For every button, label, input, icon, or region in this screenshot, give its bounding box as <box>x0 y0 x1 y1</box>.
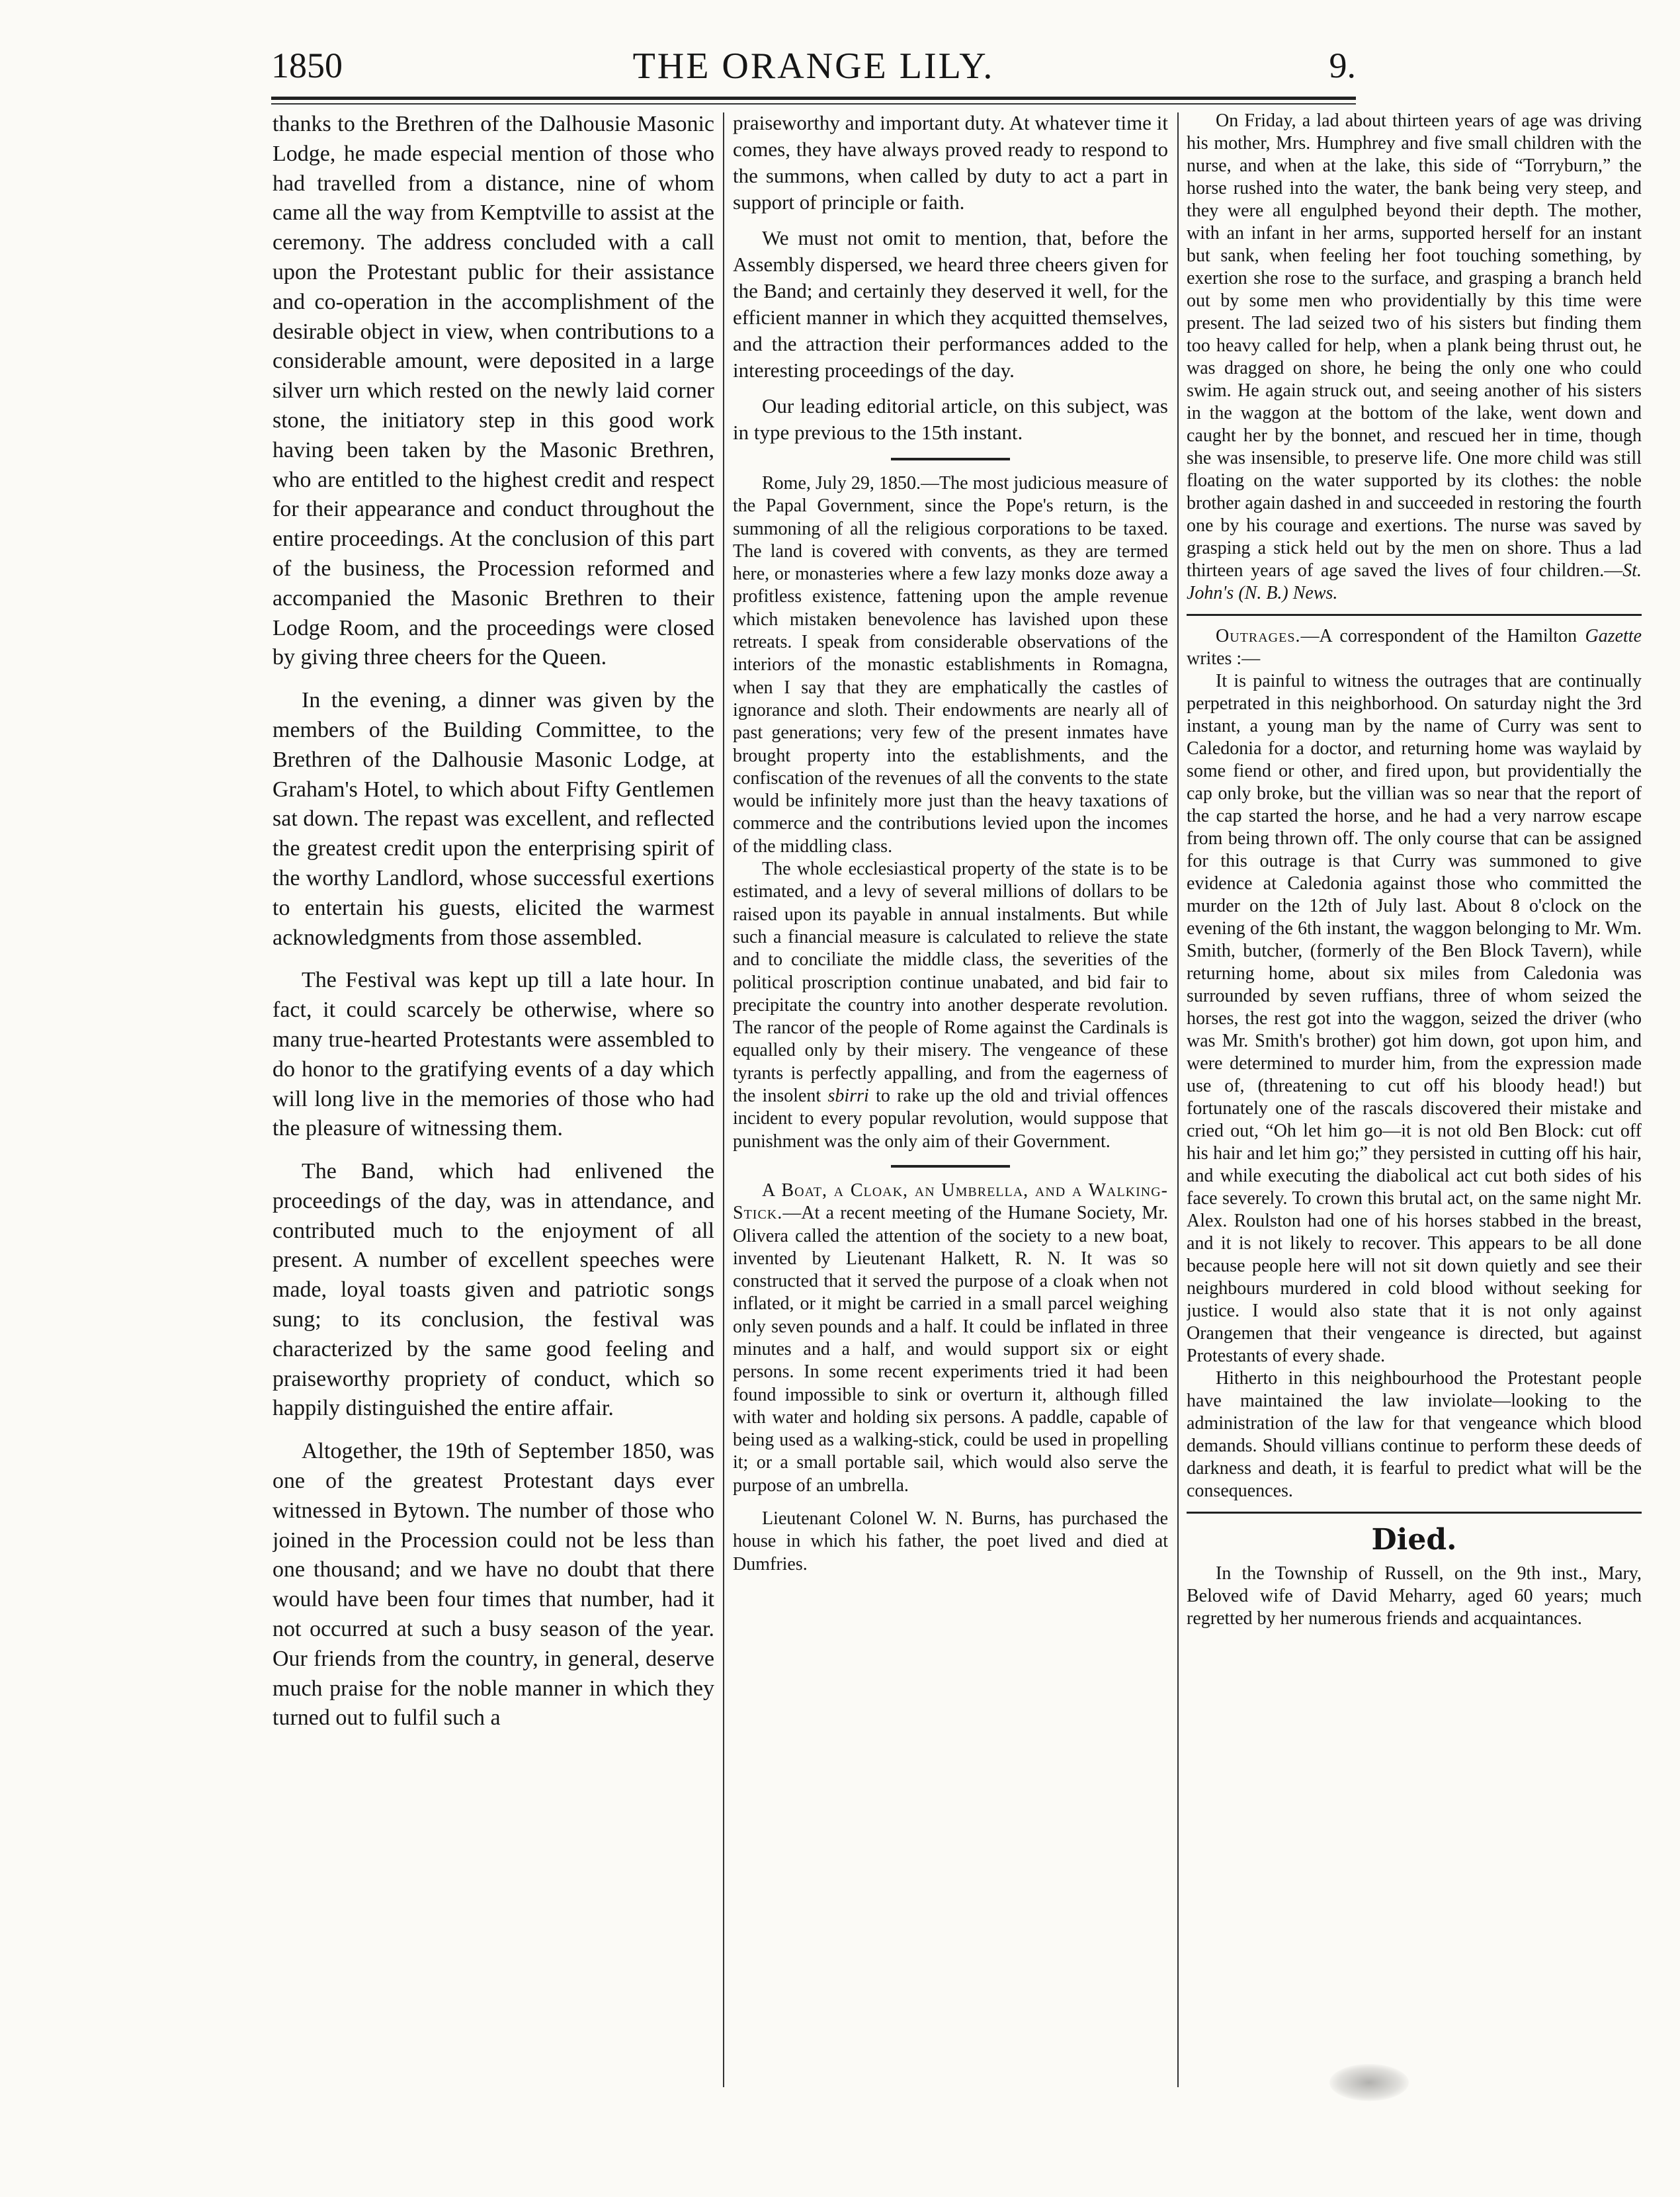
col1-paragraph-band: The Band, which had enlivened the proceedings of the day, was in attendance, and contributed much to the enjoyment of all present. A number of excellent speeches were made, loyal toasts given and patriotic songs sung; to its conclusion, the festival was characterized by the same good feeling and praiseworthy propriety of conduct, which so happily distinguished the entire affair. <box>273 1159 714 1421</box>
masthead <box>271 42 1356 102</box>
masthead-year: 1850 <box>271 46 343 85</box>
masthead-title: THE ORANGE LILY. <box>632 46 995 87</box>
ink-blot <box>1329 2064 1409 2101</box>
column-3 <box>1187 110 1642 2081</box>
outrages-intro-text-a: —A correspondent of the Hamilton <box>1300 626 1585 646</box>
outrages-paragraph-1: It is painful to witness the outrages that are continually perpetrated in this neighborhood. On saturday night the 3rd instant, a young man by the name of Curry was sent to Caledonia for a doctor, and returning home was waylaid by some fiend or other, and fired upon, but providentially the cap only broke, but the villian was so near that the report of the cap started the horse, and he had a very narrow escape from being thrown off. The only course that can be assigned for this outrage is that Curry was summoned to give evidence at Caledonia against those who committed the murder on the 12th of July last. About 8 o'clock on the evening of the 6th instant, the waggon belonging to Mr. Wm. Smith, butcher, (formerly of the Ben Block Tavern), while returning home, about six miles from Caledonia was surrounded by seven ruffians, three of whom seized the horses, the rest got into the waggon, seized the driver (who was Mr. Smith's brother) got him down, got upon him, and were determined to murder him, from the expression made use of, (threatening to cut off his bloody head!) but fortunately one of the rascals discovered their mistake and cried out, “Oh let him go—it is not old Ben Block: cut off his hair and let him go;” they persisted in cutting off his hair, and while executing the diabolical act cut both sides of his face severely. To crown this brutal act, on the same night Mr. Alex. Roulston had one of his horses stabbed in the breast, and it is not likely to recover. This appears to be all done because people here will not sit down quietly and see their neighbours murdered in cold blood without seeking for justice. I would also state that it is not only against Orangemen that their vengeance is directed, but against Protestants of every shade. <box>1187 671 1642 1366</box>
boat-article <box>733 1180 1168 1497</box>
rome-text-a: The whole ecclesiastical property of the state is to be estimated, and a levy of several millions of dollars to be raised upon its payable in annual instalments. But while such a financial measure is calculated to relieve the state and to conciliate the middle class, the severities of the political proscription continue unabated, and bid fair to precipitate the country into another desperate revolution. The rancor of the people of Rome against the Cardinals is equalled only by their misery. The vengeance of these tyrants is perfectly appalling, and from the eagerness of the insolent <box>733 859 1168 1107</box>
friday-article <box>1187 110 1642 605</box>
died-heading: Died. <box>1371 1523 1457 1557</box>
outrages-heading: Outrages. <box>1216 626 1301 646</box>
masthead-rule-thick <box>271 97 1356 100</box>
col2-paragraph-duty: praiseworthy and important duty. At whatever time it comes, they have always proved ready to respond to the summons, when called by duty to act a part in support of principle or faith. <box>733 111 1168 214</box>
outrages-intro-text-b: writes :— <box>1187 648 1261 669</box>
friday-article-text: On Friday, a lad about thirteen years of age was driving his mother, Mrs. Humphrey and five small children with the nurse, and when at the lake, this side of “Torryburn,” the horse rushed into the water, the bank being very steep, and they were all engulphed beyond their depth. The mother, with an infant in her arms, supported herself for an instant but sank, when feeling her foot touching something, by exertion she rose to the surface, and grasping a branch held out by some men who providentially by this time were present. The lad seized two of his sisters but finding them too heavy called for help, when a plank being thrust out, he was dragged on shore, he being the only one who could swim. He again struck out, and seeing another of his sisters in the waggon at the bottom of the lake, went down and caught her by the bonnet, and rescued her in time, though she was insensible, to preserve life. One more child was still floating on the water supported by its clothes: the noble brother again dashed in and succeeded in restoring the fourth one by his courage and exertions. The nurse was saved by grasping a stick held out by the men on shore. Thus a lad thirteen years of age saved the lives of four children.— <box>1187 110 1642 581</box>
column-divider-1 <box>723 112 724 2087</box>
section-separator <box>891 1165 1010 1168</box>
col2-paragraph-band-cheers: We must not omit to mention, that, before the Assembly dispersed, we heard three cheers given for the Band; and certainly they deserved it well, for the efficient manner in which they acquitted themselves, and the attraction their performances added to the interesting proceedings of the day. <box>733 226 1168 382</box>
column-divider-2 <box>1177 112 1179 2087</box>
column-1 <box>273 110 714 2042</box>
col1-paragraph-dinner: In the evening, a dinner was given by the members of the Building Committee, to the Brethren of the Dalhousie Masonic Lodge, at Graham's Hotel, to which about Fifty Gentlemen sat down. The repast was excellent, and reflected the greatest credit upon the enterprising spirit of the worthy Landlord, whose successful exertions to entertain his guests, elicited the warmest acknowledgments from those assembled. <box>273 688 714 950</box>
col1-paragraph-ceremony: thanks to the Brethren of the Dalhousie Masonic Lodge, he made especial mention of those who had travelled from a distance, nine of whom came all the way from Kemptville to assist at the ceremony. The address concluded with a call upon the Protestant public for their assistance and co-operation in the accomplishment of the desirable object in view, when contributions to a considerable amount, were deposited in a large silver urn which rested on the newly laid corner stone, the initiatory step in this good work having been taken by the Masonic Brethren, who are entitled to the highest credit and respect for their appearance and conduct throughout the entire proceedings. At the conclusion of this part of the business, the Procession reformed and accompanied the Masonic Brethren to their Lodge Room, and the proceedings were closed by giving three cheers for the Queen. <box>273 112 714 670</box>
section-separator <box>891 458 1010 460</box>
died-notice: In the Township of Russell, on the 9th inst., Mary, Beloved wife of David Meharry, aged 60 years; much regretted by her numerous friends and acquaintances. <box>1187 1563 1642 1629</box>
section-separator <box>1187 1512 1642 1514</box>
rome-text-b: to rake up the old and trivial offences incident to every popular revolution, would suppose that punishment was the only aim of their Government. <box>733 1086 1168 1152</box>
boat-article-text: —At a recent meeting of the Humane Society, Mr. Olivera called the attention of the society to a new boat, invented by Lieutenant Halkett, R. N. It was so constructed that it served the purpose of a cloak when not inflated, or it might be carried in a small parcel weighing only seven pounds and a half. It could be inflated in three minutes and a half, and would support six or eight persons. In some recent experiments tried it had been found impossible to sink or overturn it, although filled with water and holding six persons. A paddle, capable of being used as a walking-stick, could be used in propelling it; or a small portable sail, which would also serve the purpose of an umbrella. <box>733 1203 1168 1496</box>
outrages-intro <box>1187 625 1642 670</box>
rome-article-paragraph-2 <box>733 858 1168 1153</box>
outrages-intro-gazette: Gazette <box>1585 626 1642 646</box>
page-number: 9. <box>1329 46 1356 85</box>
masthead-rule-thin <box>271 103 1356 105</box>
col2-paragraph-editorial: Our leading editorial article, on this subject, was in type previous to the 15th instant. <box>733 394 1168 444</box>
boat-article-heading: A Boat, a Cloak, an Umbrella, and a Walking-Stick. <box>733 1180 1168 1224</box>
col1-paragraph-festival: The Festival was kept up till a late hour. In fact, it could scarcely be otherwise, where so many true-hearted Protestants were assembled to do honor to the gratifying events of a day which will long live in the memories of those who had the pleasure of witnessing them. <box>273 968 714 1141</box>
rome-article-paragraph-1: Rome, July 29, 1850.—The most judicious measure of the Papal Government, since the Pope's return, is the summoning of all the religious corporations to be taxed. The land is covered with convents, as they are termed here, or monasteries where a few lazy monks doze away a profitless existence, fattening upon the ample revenue which mistaken benevolence has lavished upon these retreats. I speak from considerable observations of the interiors of the monastic establishments in Romagna, when I say that they are emphatically the castles of ignorance and sloth. Their endowments are nearly all of past generations; very few of the present inmates have brought property into the establishments, and the confiscation of the revenues of all the convents to the state would be infinitely more just than the heavy taxations of commerce and the contributions levied upon the incomes of the middling class. <box>733 473 1168 857</box>
rome-text-sbirri: sbirri <box>827 1086 869 1107</box>
section-separator <box>1187 614 1642 616</box>
column-2 <box>733 110 1168 2075</box>
friday-article-source: St. John's (N. B.) News. <box>1187 560 1642 603</box>
outrages-paragraph-2: Hitherto in this neighbourhood the Protestant people have maintained the law inviolate—looking to the administration of the law for that vengeance which blood demands. Should villians continue to perform these deeds of darkness and death, it is fearful to predict what will be the consequences. <box>1187 1368 1642 1501</box>
burns-notice: Lieutenant Colonel W. N. Burns, has purchased the house in which his father, the poet lived and died at Dumfries. <box>733 1508 1168 1574</box>
col1-paragraph-altogether: Altogether, the 19th of September 1850, was one of the greatest Protestant days ever witnessed in Bytown. The number of those who joined in the Procession could not be less than one thousand; and we have no doubt that there would have been four times that number, had it not occurred at such a busy season of the year. Our friends from the country, in general, deserve much praise for the noble manner in which they turned out to fulfil such a <box>273 1439 714 1731</box>
